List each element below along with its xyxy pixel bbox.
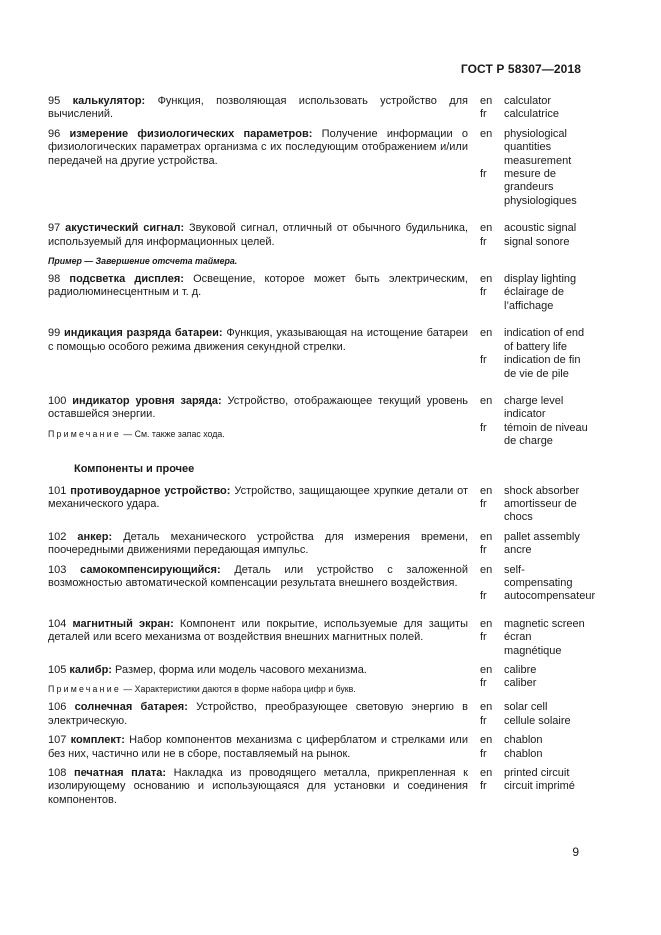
term-translations (480, 128, 588, 208)
term-number: 97 (48, 222, 61, 235)
term-definition (48, 664, 468, 695)
language-code: en (480, 734, 493, 747)
language-code: en (480, 273, 493, 286)
term-title: измерение физиологических параметров: (69, 127, 313, 140)
note-label: Примечание (48, 428, 121, 439)
language-code: fr (480, 714, 487, 727)
term-number: 99 (48, 327, 61, 340)
term-definition (48, 95, 468, 122)
translation-en (480, 327, 588, 354)
term-entry (48, 395, 588, 449)
translated-term: calculator (504, 95, 552, 107)
term-entry (48, 95, 588, 122)
language-code: fr (480, 747, 487, 760)
translation-fr (480, 590, 596, 603)
language-code: en (480, 394, 493, 407)
language-code: en (480, 95, 493, 107)
term-title: самокомпенсирующийся: (80, 563, 221, 576)
term-definition (48, 273, 468, 313)
translation-fr (480, 631, 588, 658)
term-entry (48, 664, 588, 695)
term-translations (480, 767, 588, 807)
language-code: fr (480, 590, 487, 603)
term-entry (48, 222, 588, 267)
translated-term: ancre (504, 544, 532, 557)
term-definition (48, 128, 468, 208)
term-example: Пример — Завершение отсчета таймера. (48, 256, 238, 267)
term-title: акустический сигнал: (65, 222, 185, 235)
term-entry (48, 701, 588, 728)
term-title: подсветка дисплея: (69, 273, 184, 286)
translation-fr (480, 498, 588, 525)
term-translations (480, 618, 588, 658)
language-code: fr (480, 168, 487, 181)
translation-en (480, 395, 588, 422)
term-entries (48, 95, 596, 813)
term-translations (480, 95, 588, 122)
note-text: — Характеристики даются в форме набора цифр и букв. (120, 684, 356, 695)
language-code: fr (480, 780, 487, 793)
translation-fr (480, 715, 588, 728)
term-text: Деталь механического устройства для измерения времени, поочередными движениями передающая импульс. (48, 530, 468, 557)
term-entry (48, 618, 588, 658)
translated-term: indication of end of battery life (504, 327, 585, 353)
section-heading: Компоненты и прочее (74, 462, 195, 475)
term-text: Размер, форма или модель часового механизма. (111, 664, 367, 676)
term-number: 100 (48, 394, 67, 407)
translation-fr (480, 354, 588, 381)
term-translations (480, 327, 588, 381)
term-text: Получение информации о физиологических параметрах организма с их последующим отображением и/или передачей на другие устройства. (48, 127, 468, 167)
term-text: Звуковой сигнал, отличный от обычного будильника, используемый для информационных целей. (48, 222, 469, 248)
translation-en (480, 128, 588, 168)
standard-header: ГОСТ Р 58307—2018 (460, 62, 581, 76)
term-title: печатная плата: (73, 767, 166, 780)
language-code: fr (480, 421, 487, 434)
translated-term: amortisseur de chocs (504, 497, 577, 524)
translation-en (480, 564, 588, 591)
language-code: fr (480, 235, 487, 248)
term-translations (480, 734, 588, 761)
translated-term: pallet assembly (504, 530, 580, 543)
translation-en (480, 618, 588, 631)
term-translations (480, 563, 596, 604)
language-code: en (480, 701, 493, 714)
language-code: en (480, 484, 493, 497)
translation-en (480, 531, 588, 544)
translated-term: printed circuit (504, 767, 570, 780)
language-code: fr (480, 677, 487, 690)
language-code: fr (480, 354, 487, 367)
language-code: en (480, 530, 493, 543)
term-note (48, 683, 468, 695)
term-translations (480, 531, 588, 558)
translated-term: indication de fin de vie de pile (504, 354, 581, 380)
term-entry (48, 734, 588, 761)
term-text: Устройство, защищающее хрупкие детали от механического удара. (48, 484, 469, 510)
term-title: противоударное устройство: (70, 484, 231, 497)
term-translations (480, 664, 588, 695)
term-title: индикатор уровня заряда: (72, 394, 222, 407)
translated-term: solar cell (504, 701, 548, 714)
translated-term: circuit imprimé (504, 780, 575, 793)
term-entry (48, 273, 588, 313)
term-title: солнечная батарея: (74, 701, 188, 714)
term-definition (48, 531, 468, 558)
term-text: Функция, позволяющая использовать устройство для вычислений. (48, 95, 468, 121)
translation-en (480, 95, 588, 108)
term-definition (48, 618, 468, 658)
translation-fr (480, 544, 588, 557)
term-entry (48, 327, 588, 381)
translated-term: cellule solaire (504, 714, 571, 727)
translated-term: écran magnétique (504, 631, 562, 657)
term-title: анкер: (77, 530, 113, 543)
translated-term: shock absorber (504, 484, 580, 497)
term-number: 96 (48, 127, 61, 140)
translated-term: éclairage de l’affichage (504, 286, 564, 312)
translation-fr (480, 108, 588, 121)
term-number: 108 (48, 767, 67, 780)
translation-fr (480, 286, 588, 313)
translated-term: caliber (504, 677, 537, 690)
term-text: Освещение, которое может быть электрическим, радиолюминесцентным и т. д. (48, 273, 468, 299)
term-definition (48, 701, 468, 728)
translation-fr (480, 422, 588, 449)
note-text: — См. также запас хода. (120, 428, 225, 439)
language-code: en (480, 222, 493, 235)
translated-term: mesure de grandeurs physiologiques (504, 168, 577, 207)
term-definition (48, 767, 468, 807)
translated-term: signal sonore (504, 235, 570, 248)
term-text: Накладка из проводящего металла, прикрепленная к изолирующему основанию и использующаяся для установки и соединения компонентов. (48, 767, 468, 806)
language-code: fr (480, 631, 487, 644)
translation-en (480, 485, 588, 498)
term-entry (48, 128, 588, 208)
translated-term: self-compensating (504, 563, 573, 589)
term-number: 95 (48, 95, 61, 107)
term-number: 107 (48, 734, 67, 747)
language-code: fr (480, 544, 487, 557)
translated-term: physiological quantities measurement (504, 127, 572, 167)
term-text: Набор компонентов механизма с циферблатом и стрелками или без них, частично или не в сборе, поставляемый на рынок. (48, 734, 468, 760)
translated-term: display lighting (504, 273, 577, 286)
term-text: Деталь или устройство с заложенной возможностью автоматической компенсации результата внешнего воздействия. (48, 563, 468, 589)
term-title: калькулятор: (72, 95, 146, 107)
translated-term: charge level indicator (504, 394, 564, 421)
translation-fr (480, 748, 588, 761)
language-code: fr (480, 286, 487, 299)
language-code: en (480, 327, 493, 340)
language-code: en (480, 767, 493, 780)
term-note (48, 428, 468, 440)
term-translations (480, 395, 588, 449)
translated-term: témoin de niveau de charge (504, 421, 588, 448)
term-number: 98 (48, 273, 61, 286)
term-number: 101 (48, 484, 67, 497)
term-translations (480, 222, 588, 267)
term-number: 102 (48, 530, 67, 543)
translation-en (480, 222, 588, 235)
translation-en (480, 664, 588, 677)
term-text: Устройство, отображающее текущий уровень оставшейся энергии. (48, 394, 468, 421)
translated-term: calculatrice (504, 108, 560, 121)
translated-term: magnetic screen (504, 617, 585, 630)
term-number: 106 (48, 701, 67, 714)
translation-en (480, 701, 588, 714)
translation-fr (480, 236, 588, 249)
term-entry (48, 485, 588, 525)
term-number: 105 (48, 664, 67, 676)
note-label: Примечание (48, 684, 121, 695)
language-code: en (480, 563, 493, 576)
term-entry (48, 531, 588, 558)
term-title: магнитный экран: (72, 617, 174, 630)
translation-en (480, 767, 588, 780)
translation-fr (480, 677, 588, 690)
term-translations (480, 485, 588, 525)
term-translations (480, 273, 588, 313)
language-code: fr (480, 497, 487, 510)
translated-term: chablon (504, 747, 543, 760)
term-title: калибр: (69, 664, 112, 676)
translation-fr (480, 168, 588, 208)
term-title: индикация разряда батареи: (64, 327, 223, 340)
term-definition (48, 734, 468, 761)
term-definition (48, 395, 468, 449)
translated-term: acoustic signal (504, 222, 577, 235)
translation-en (480, 734, 588, 747)
language-code: en (480, 127, 493, 140)
translation-fr (480, 780, 588, 793)
page-number: 9 (572, 845, 579, 859)
term-number: 103 (48, 563, 67, 576)
translated-term: chablon (504, 734, 543, 747)
translation-en (480, 273, 588, 286)
language-code: fr (480, 108, 487, 121)
language-code: en (480, 664, 493, 676)
term-definition (48, 327, 468, 381)
term-text: Устройство, преобразующее световую энергию в электрическую. (48, 701, 469, 727)
term-text: Функция, указывающая на истощение батареи с помощью особого режима движения секундной стрелки. (48, 327, 468, 353)
term-definition (48, 564, 468, 604)
term-translations (480, 701, 588, 728)
language-code: en (480, 617, 493, 630)
term-number: 104 (48, 617, 67, 630)
term-definition (48, 485, 468, 525)
translated-term: calibre (504, 664, 537, 676)
term-title: комплект: (70, 734, 125, 747)
term-entry (48, 767, 588, 807)
term-definition (48, 222, 468, 267)
translated-term: autocompensateur (504, 590, 596, 603)
term-entry (48, 563, 596, 604)
term-text: Компонент или покрытие, используемые для защиты деталей или всего механизма от воздействия внешних магнитных полей. (48, 617, 468, 644)
